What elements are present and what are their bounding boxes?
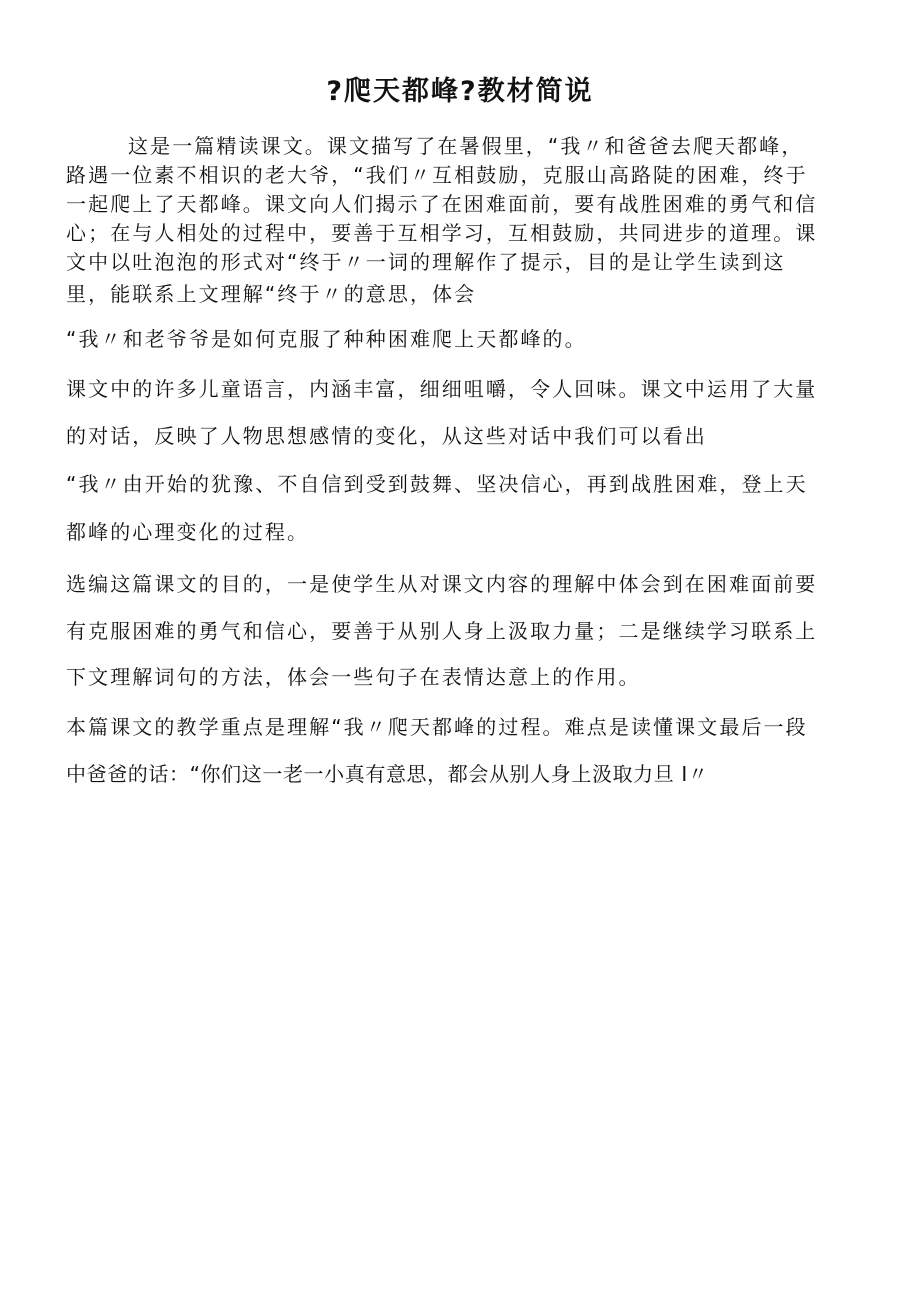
paragraph-line: 中爸爸的话：“你们这一老一小真有意思，都会从别人身上汲取力旦 I〃	[66, 762, 709, 786]
paragraph-line: 的对话，反映了人物思想感情的变化，从这些对话中我们可以看出	[66, 424, 707, 448]
paragraph-line: 里，能联系上文理解“终于〃的意思，体会	[66, 282, 477, 306]
paragraph-line: 都峰的心理变化的过程。	[66, 520, 310, 544]
paragraph-line: 这是一篇精读课文。课文描写了在暑假里，“我〃和爸爸去爬天都峰，	[128, 134, 804, 158]
paragraph-line: 下文理解词句的方法，体会一些句子在表情达意上的作用。	[66, 665, 641, 689]
paragraph-line: 一起爬上了天都峰。课文向人们揭示了在困难面前，要有战胜困难的勇气和信	[66, 192, 818, 216]
paragraph-line: 心；在与人相处的过程中，要善于互相学习，互相鼓励，共同进步的道理。课	[66, 221, 818, 245]
paragraph-line: 路遇一位素不相识的老大爷，“我们〃互相鼓励，克服山高路陡的困难，终于	[66, 163, 808, 187]
paragraph-line: 本篇课文的教学重点是理解“我〃爬天都峰的过程。难点是读懂课文最后一段	[66, 715, 808, 739]
paragraph-line: 有克服困难的勇气和信心，要善于从别人身上汲取力量；二是继续学习联系上	[66, 619, 818, 643]
paragraph-line: 选编这篇课文的目的，一是使学生从对课文内容的理解中体会到在困难面前要	[66, 572, 818, 596]
paragraph-line: “我〃和老爷爷是如何克服了种种困难爬上天都峰的。	[66, 327, 587, 351]
paragraph-line: 课文中的许多儿童语言，内涵丰富，细细咀嚼，令人回味。课文中运用了大量	[66, 377, 818, 401]
document-title: ?爬天都峰?教材简说	[326, 76, 594, 107]
paragraph-line: “我〃由开始的犹豫、不自信到受到鼓舞、坚决信心，再到战胜困难，登上天	[66, 472, 808, 496]
paragraph-line: 文中以吐泡泡的形式对“终于〃一词的理解作了提示，目的是让学生读到这	[66, 250, 786, 274]
